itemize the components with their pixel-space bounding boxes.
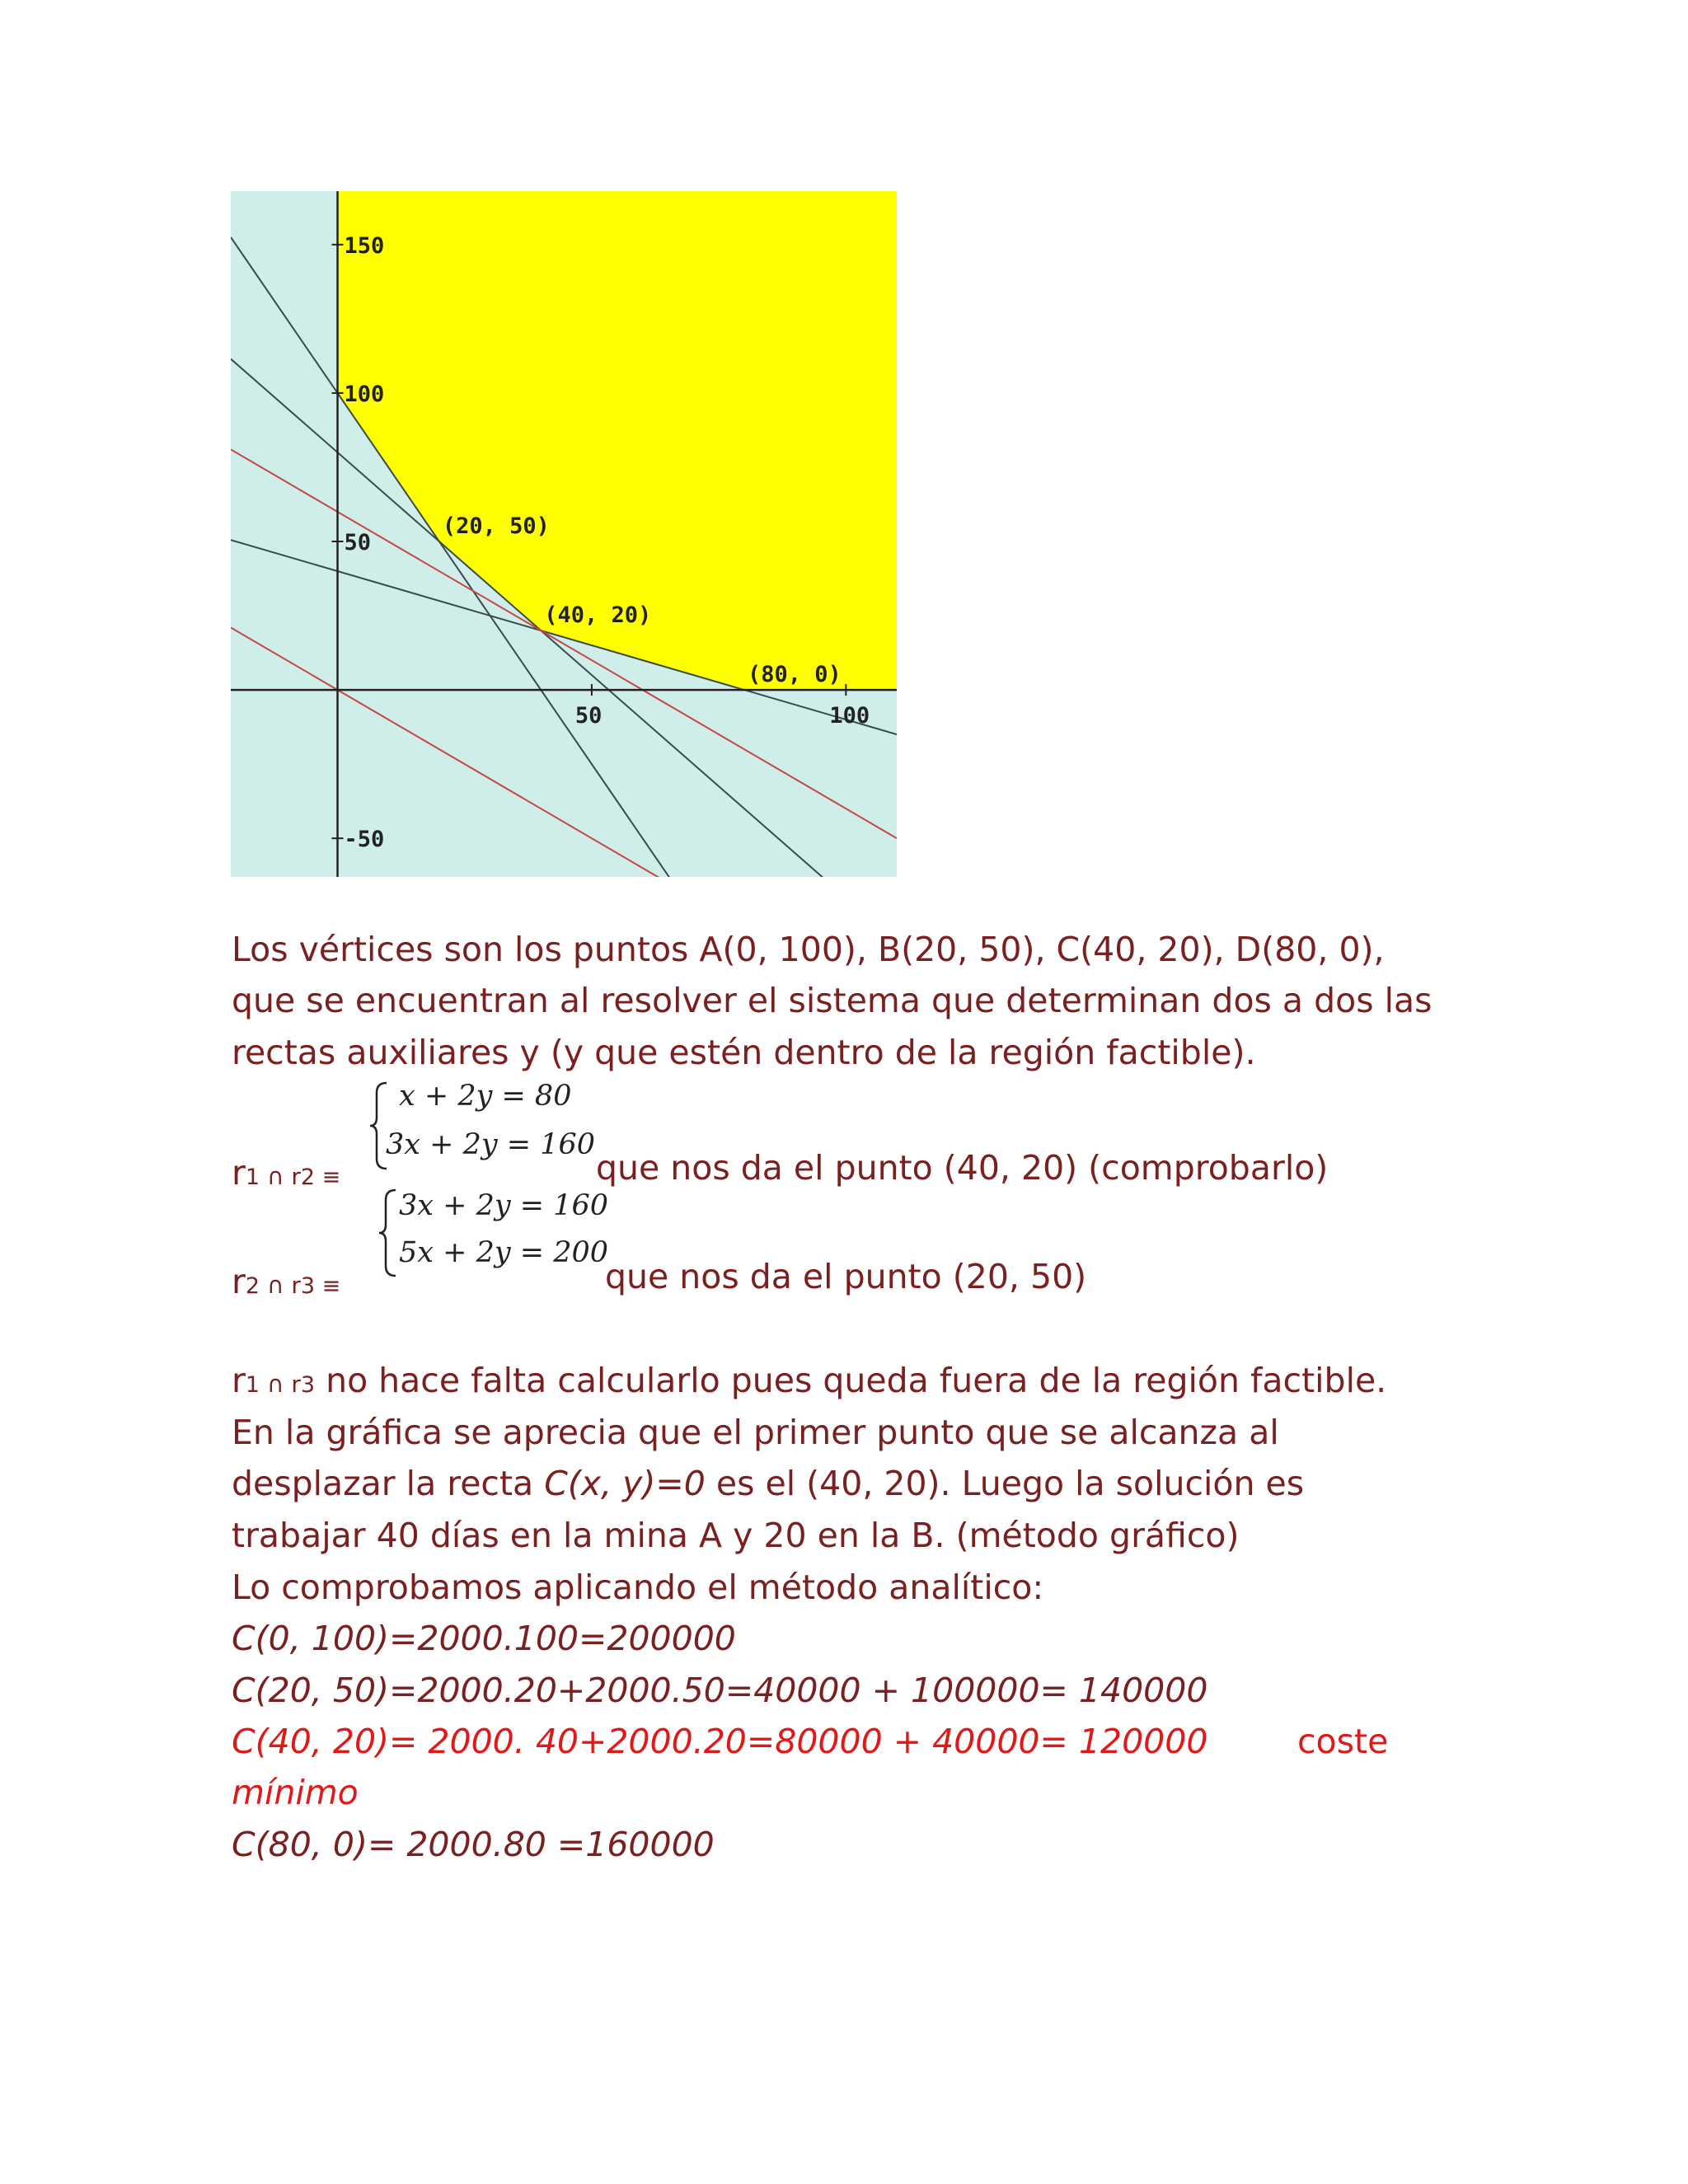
- r-subscript: 1: [245, 1165, 260, 1190]
- y-tick-label: 100: [344, 381, 385, 407]
- x-tick-label: 100: [829, 703, 870, 729]
- intersection-r: ∩ r: [260, 1272, 301, 1299]
- r-symbol: r: [232, 1262, 246, 1301]
- paragraph-objective-line: [232, 1464, 1305, 1503]
- r-subscript: 3: [300, 1273, 316, 1299]
- system-2-brace: [377, 1188, 399, 1277]
- system-2-result: que nos da el punto (20, 50): [605, 1257, 1087, 1296]
- cost-c: C(40, 20)= 2000. 40+2000.20=80000 + 40000= 120000: [232, 1722, 1208, 1761]
- paragraph-graph-observation: En la gráfica se aprecia que el primer punto que se alcanza al: [232, 1413, 1279, 1452]
- r-subscript: 1: [245, 1372, 260, 1398]
- objective-function: C(x, y)=0: [544, 1464, 706, 1503]
- objective-prefix: desplazar la recta: [232, 1464, 545, 1503]
- objective-suffix: es el (40, 20). Luego la solución es: [705, 1464, 1305, 1503]
- system-1-lhs: [232, 1153, 341, 1193]
- cost-b: C(20, 50)=2000.20+2000.50=40000 + 100000= 140000: [232, 1671, 1208, 1710]
- intersection-r: ∩ r: [260, 1371, 301, 1398]
- feasible-region-graph: [231, 191, 897, 877]
- r-subscript: 3: [300, 1372, 316, 1398]
- r-subscript: 2: [300, 1165, 316, 1190]
- paragraph-vertices: Los vértices son los puntos A(0, 100), B(20, 50), C(40, 20), D(80, 0),: [232, 930, 1385, 969]
- system-2-eq-2: 5x + 2y = 200: [399, 1236, 609, 1269]
- vertex-label: (80, 0): [747, 662, 842, 688]
- vertex-label: (40, 20): [544, 602, 652, 629]
- paragraph-resolve: que se encuentran al resolver el sistema que determinan dos a dos las: [232, 981, 1432, 1020]
- equivalence-symbol: ≡: [315, 1273, 341, 1299]
- system-1-eq-2: 3x + 2y = 160: [386, 1128, 596, 1161]
- system-2-lhs: [232, 1262, 341, 1301]
- y-tick-label: -50: [344, 827, 385, 853]
- system-1-eq-1: x + 2y = 80: [399, 1080, 572, 1113]
- x-tick-label: 50: [574, 703, 603, 729]
- vertex-label: (20, 50): [442, 513, 550, 540]
- paragraph-solution: trabajar 40 días en la mina A y 20 en la B. (método gráfico): [232, 1516, 1240, 1555]
- y-tick-label: 50: [344, 530, 372, 556]
- paragraph-analytic: Lo comprobamos aplicando el método analítico:: [232, 1568, 1044, 1607]
- system-1-result: que nos da el punto (40, 20) (comprobarlo): [596, 1148, 1329, 1188]
- intersection-r: ∩ r: [260, 1163, 301, 1190]
- r-symbol: r: [232, 1361, 246, 1400]
- equivalence-symbol: ≡: [315, 1165, 341, 1190]
- r1-r3-explanation: no hace falta calcularlo pues queda fuera de la región factible.: [315, 1361, 1387, 1400]
- paragraph-auxiliary: rectas auxiliares y (y que estén dentro de la región factible).: [232, 1033, 1256, 1072]
- system-2-eq-1: 3x + 2y = 160: [399, 1189, 609, 1222]
- r-subscript: 2: [245, 1273, 260, 1299]
- cost-minimum-note: coste: [1297, 1722, 1389, 1761]
- y-tick-label: 150: [344, 232, 385, 259]
- paragraph-r1-r3: [232, 1361, 1387, 1400]
- cost-d: C(80, 0)= 2000.80 =160000: [232, 1825, 715, 1864]
- cost-minimum-note-2: mínimo: [232, 1773, 359, 1812]
- cost-a: C(0, 100)=2000.100=200000: [232, 1619, 736, 1658]
- r-symbol: r: [232, 1153, 246, 1193]
